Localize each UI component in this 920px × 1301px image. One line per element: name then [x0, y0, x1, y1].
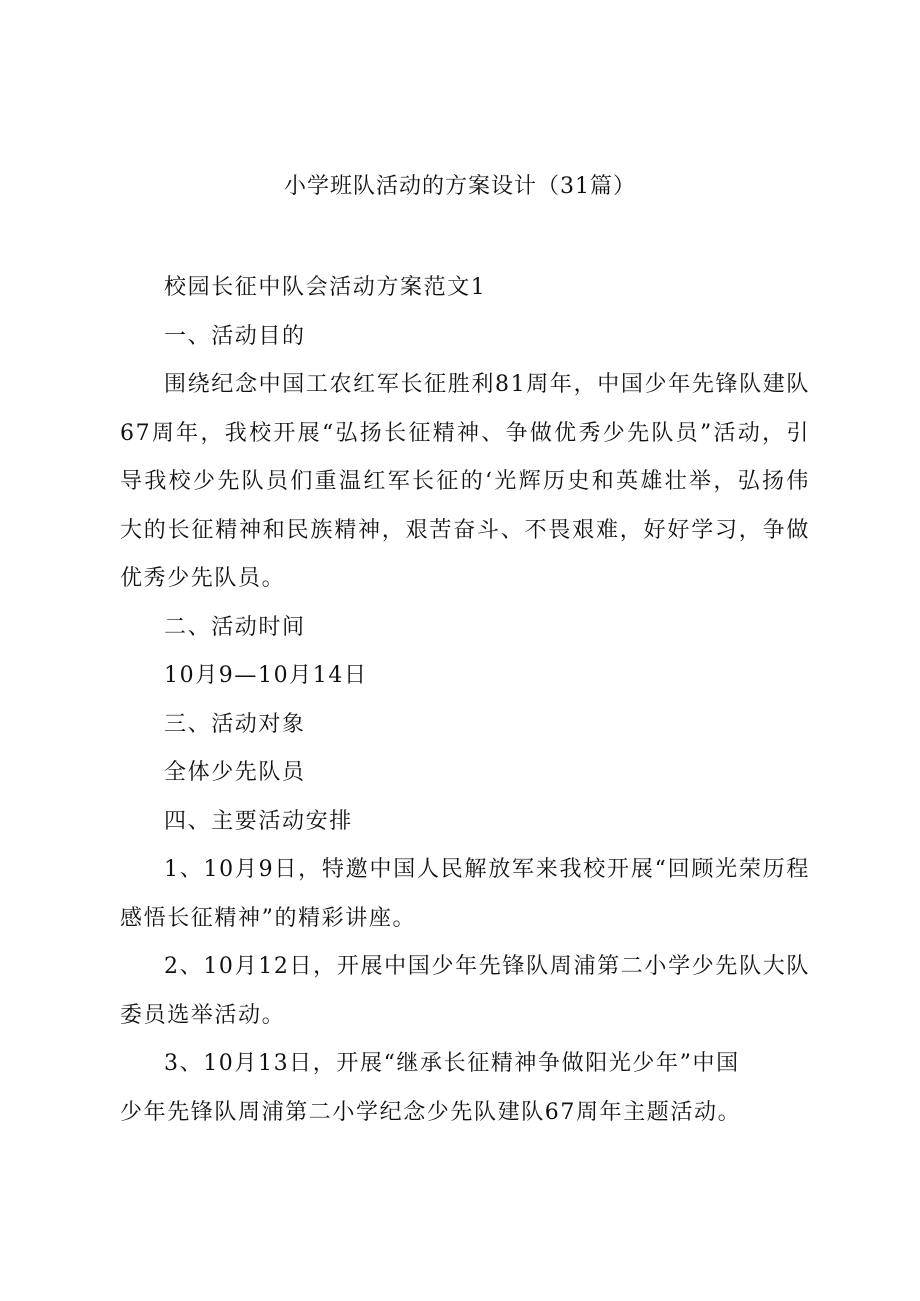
paragraph-schedule-item-2: 2、10月12日，开展中国少年先锋队周浦第二小学少先队大队委员选举活动。 — [120, 954, 810, 1028]
paragraph-schedule-heading: 四、主要活动安排 — [164, 808, 353, 834]
paragraph-schedule-item-3-continued: 少年先锋队周浦第二小学纪念少先队建队67周年主题活动。 — [120, 1099, 742, 1125]
paragraph-time-heading: 二、活动时间 — [164, 614, 306, 640]
paragraph-audience-heading: 三、活动对象 — [164, 711, 306, 737]
document-body — [120, 264, 810, 1137]
paragraph-audience-text: 全体少先队员 — [164, 760, 306, 785]
paragraph-time-text: 10月9—10月14日 — [164, 663, 368, 688]
paragraph-purpose-heading: 一、活动目的 — [164, 323, 306, 349]
paragraph-section-heading: 校园长征中队会活动方案范文1 — [164, 275, 487, 300]
document-title: 小学班队活动的方案设计（31篇） — [284, 174, 636, 199]
paragraph-schedule-item-1: 1、10月9日，特邀中国人民解放军来我校开展“回顾光荣历程感悟长征精神”的精彩讲座。 — [120, 857, 810, 931]
paragraph-schedule-item-3: 3、10月13日，开展“继承长征精神争做阳光少年”中国 — [164, 1051, 740, 1076]
paragraph-purpose-text: 围绕纪念中国工农红军长征胜利81周年，中国少年先锋队建队67周年，我校开展“弘扬长征精神、争做优秀少先队员”活动，引导我校少先队员们重温红军长征的‘光辉历史和英雄壮举，弘扬伟大的长征精神和民族精神，艰苦奋斗、不畏艰难，好好学习，争做优秀少先队员。 — [120, 372, 810, 591]
